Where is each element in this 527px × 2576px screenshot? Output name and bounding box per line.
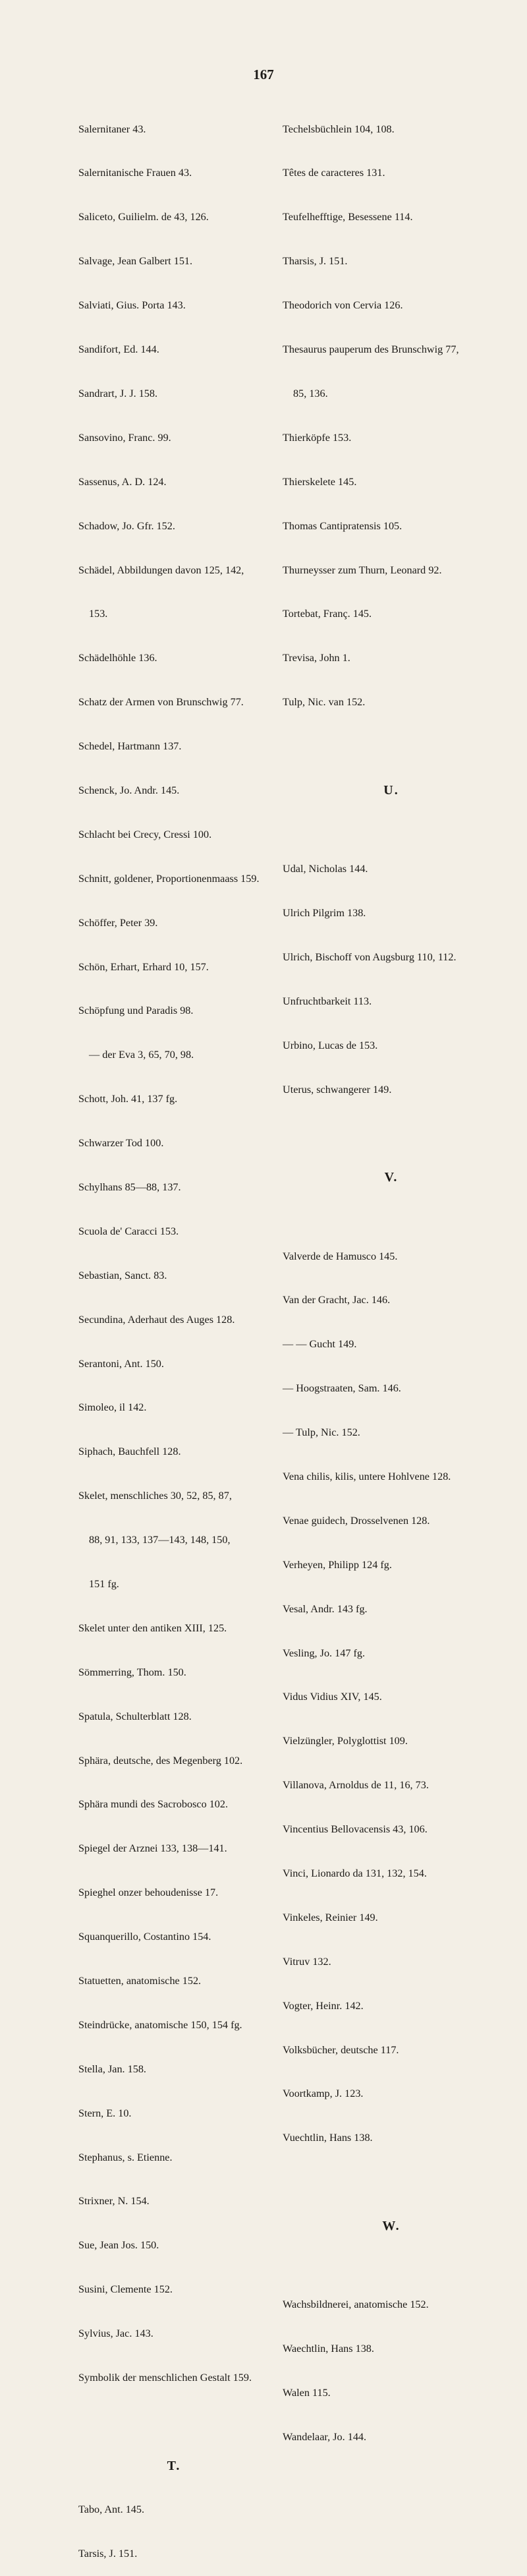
index-entry: — Hoogstraaten, Sam. 146.: [283, 1382, 401, 1395]
index-entry: Sylvius, Jac. 143.: [78, 2327, 153, 2340]
index-entry: Volksbücher, deutsche 117.: [283, 2043, 399, 2056]
index-entry: Stella, Jan. 158.: [78, 2063, 146, 2075]
index-entry: Urbino, Lucas de 153.: [283, 1039, 378, 1051]
index-entry: Spatula, Schulterblatt 128.: [78, 1710, 192, 1722]
index-entry: Sphära mundi des Sacrobosco 102.: [78, 1798, 229, 1811]
index-entry: Symbolik der menschlichen Gestalt 159.: [78, 2372, 252, 2384]
index-entry-continuation: 85, 136.: [293, 387, 328, 399]
index-entry: Vogter, Heinr. 142.: [283, 1999, 364, 2012]
index-entry: Villanova, Arnoldus de 11, 16, 73.: [283, 1779, 429, 1792]
index-entry: Sebastian, Sanct. 83.: [78, 1269, 167, 1281]
section-spacer: [283, 739, 500, 753]
section-spacer: [78, 2415, 269, 2429]
index-entry: Salviati, Gius. Porta 143.: [78, 299, 186, 312]
index-entry: Van der Gracht, Jac. 146.: [283, 1294, 391, 1306]
index-entry: Stern, E. 10.: [78, 2107, 132, 2119]
index-entry: Sandifort, Ed. 144.: [78, 343, 159, 356]
index-entry: Serantoni, Ant. 150.: [78, 1357, 164, 1370]
section-spacer: [283, 1126, 500, 1140]
index-entry: Vuechtlin, Hans 138.: [283, 2132, 373, 2144]
index-entry: Sue, Jean Jos. 150.: [78, 2239, 159, 2252]
index-subentry: — der Eva 3, 65, 70, 98.: [89, 1049, 194, 1061]
index-entry: Schädelhöhle 136.: [78, 652, 157, 664]
index-entry: Schylhans 85—88, 137.: [78, 1181, 181, 1193]
index-entry: Tulp, Nic. van 152.: [283, 696, 366, 709]
index-entry: Theodorich von Cervia 126.: [283, 299, 403, 312]
index-entry: Schöffer, Peter 39.: [78, 916, 158, 929]
index-entry-continuation: 151 fg.: [89, 1577, 119, 1590]
index-entry: Schön, Erhart, Erhard 10, 157.: [78, 960, 209, 973]
index-entry: Vitruv 132.: [283, 1955, 331, 1968]
index-entry: Techelsbüchlein 104, 108.: [283, 123, 395, 135]
index-entry: Squanquerillo, Costantino 154.: [78, 1931, 211, 1943]
index-entry: Vena chilis, kilis, untere Hohlvene 128.: [283, 1471, 451, 1483]
index-entry: Trevisa, John 1.: [283, 652, 350, 664]
index-entry: Statuetten, anatomische 152.: [78, 1975, 202, 1987]
index-entry-continuation: 153.: [89, 608, 108, 620]
index-entry: Schöpfung und Paradis 98.: [78, 1005, 194, 1017]
index-entry: Verheyen, Philipp 124 fg.: [283, 1558, 392, 1571]
section-spacer: [283, 2175, 500, 2189]
index-entry: Vesling, Jo. 147 fg.: [283, 1647, 366, 1659]
index-entry: Vinci, Lionardo da 131, 132, 154.: [283, 1867, 427, 1880]
index-entry: Venae guidech, Drosselvenen 128.: [283, 1514, 430, 1527]
index-entry: Schott, Joh. 41, 137 fg.: [78, 1093, 178, 1105]
index-entry: Scuola de' Caracci 153.: [78, 1225, 179, 1237]
index-entry: Vesal, Andr. 143 fg.: [283, 1602, 368, 1615]
section-heading-u: U.: [383, 782, 399, 798]
index-entry: Secundina, Aderhaut des Auges 128.: [78, 1313, 235, 1326]
index-entry: Tarsis, J. 151.: [78, 2548, 138, 2560]
index-entry: Schnitt, goldener, Proportionenmaass 159.: [78, 872, 260, 885]
index-entry: Steindrücke, anatomische 150, 154 fg.: [78, 2018, 242, 2031]
index-entry: Sansovino, Franc. 99.: [78, 431, 171, 444]
index-entry: Schwarzer Tod 100.: [78, 1137, 164, 1150]
index-entry: Sömmerring, Thom. 150.: [78, 1666, 186, 1678]
index-entry: — — Gucht 149.: [283, 1338, 357, 1351]
index-entry: Sandrart, J. J. 158.: [78, 387, 158, 399]
section-heading-t: T.: [167, 2458, 181, 2473]
index-entry: Ulrich Pilgrim 138.: [283, 907, 366, 920]
index-entry: Schadow, Jo. Gfr. 152.: [78, 519, 175, 532]
index-entry: Thierskelete 145.: [283, 475, 357, 488]
index-entry: Vidus Vidius XIV, 145.: [283, 1691, 382, 1703]
index-entry: Waechtlin, Hans 138.: [283, 2343, 374, 2355]
index-entry: Thierköpfe 153.: [283, 431, 352, 444]
index-entry: Skelet unter den antiken XIII, 125.: [78, 1622, 227, 1634]
section-spacer: [283, 1214, 500, 1219]
index-entry: Tharsis, J. 151.: [283, 255, 348, 268]
section-spacer: [283, 2263, 500, 2268]
index-entry: Schenck, Jo. Andr. 145.: [78, 784, 180, 796]
index-entry: Sassenus, A. D. 124.: [78, 475, 167, 488]
index-entry: Strixner, N. 154.: [78, 2195, 150, 2208]
index-entry: Schlacht bei Crecy, Cressi 100.: [78, 828, 212, 840]
section-heading-w: W.: [382, 2218, 401, 2233]
index-entry: Teufelhefftige, Besessene 114.: [283, 211, 413, 223]
index-entry: Thomas Cantipratensis 105.: [283, 519, 402, 532]
index-column-right: [283, 92, 500, 2459]
index-entry: Uterus, schwangerer 149.: [283, 1083, 392, 1096]
page-number: 167: [253, 67, 274, 82]
index-entry: Têtes de caracteres 131.: [283, 167, 385, 179]
index-entry: Spiegel der Arznei 133, 138—141.: [78, 1842, 227, 1855]
index-entry: Wandelaar, Jo. 144.: [283, 2431, 367, 2444]
index-entry: Udal, Nicholas 144.: [283, 863, 368, 875]
index-entry: Tabo, Ant. 145.: [78, 2503, 145, 2516]
index-entry: Thesaurus pauperum des Brunschwig 77,: [283, 343, 459, 356]
section-heading-v: V.: [384, 1170, 399, 1185]
index-entry: Susini, Clemente 152.: [78, 2283, 173, 2296]
index-entry: Simoleo, il 142.: [78, 1401, 147, 1414]
index-entry: Ulrich, Bischoff von Augsburg 110, 112.: [283, 951, 457, 963]
index-entry: Stephanus, s. Etienne.: [78, 2151, 173, 2163]
index-entry: Saliceto, Guilielm. de 43, 126.: [78, 211, 209, 223]
section-spacer: [283, 827, 500, 833]
index-entry: Schatz der Armen von Brunschwig 77.: [78, 696, 244, 709]
index-entry: Salernitanische Frauen 43.: [78, 167, 192, 179]
index-entry: Sphära, deutsche, des Megenberg 102.: [78, 1754, 243, 1767]
index-entry: Spieghel onzer behoudenisse 17.: [78, 1887, 219, 1899]
index-entry: Salvage, Jean Galbert 151.: [78, 255, 193, 268]
index-entry: Valverde de Hamusco 145.: [283, 1250, 398, 1262]
index-column-left: [78, 92, 269, 2576]
index-entry: Thurneysser zum Thurn, Leonard 92.: [283, 564, 442, 576]
index-entry: Tortebat, Franç. 145.: [283, 608, 372, 620]
index-entry: Siphach, Bauchfell 128.: [78, 1446, 181, 1458]
index-entry: Schädel, Abbildungen davon 125, 142,: [78, 564, 244, 576]
index-entry: Voortkamp, J. 123.: [283, 2088, 364, 2100]
index-entry: Skelet, menschliches 30, 52, 85, 87,: [78, 1490, 232, 1502]
index-entry: Unfruchtbarkeit 113.: [283, 995, 372, 1007]
index-entry: Vincentius Bellovacensis 43, 106.: [283, 1823, 428, 1836]
index-entry: — Tulp, Nic. 152.: [283, 1426, 360, 1439]
index-entry: Wachsbildnerei, anatomische 152.: [283, 2298, 429, 2311]
index-entry: Walen 115.: [283, 2387, 331, 2399]
index-entry-continuation: 88, 91, 133, 137—143, 148, 150,: [89, 1534, 231, 1546]
index-entry: Salernitaner 43.: [78, 123, 146, 135]
index-entry: Schedel, Hartmann 137.: [78, 740, 182, 753]
index-entry: Vinkeles, Reinier 149.: [283, 1911, 378, 1923]
index-entry: Vielzüngler, Polyglottist 109.: [283, 1735, 408, 1747]
